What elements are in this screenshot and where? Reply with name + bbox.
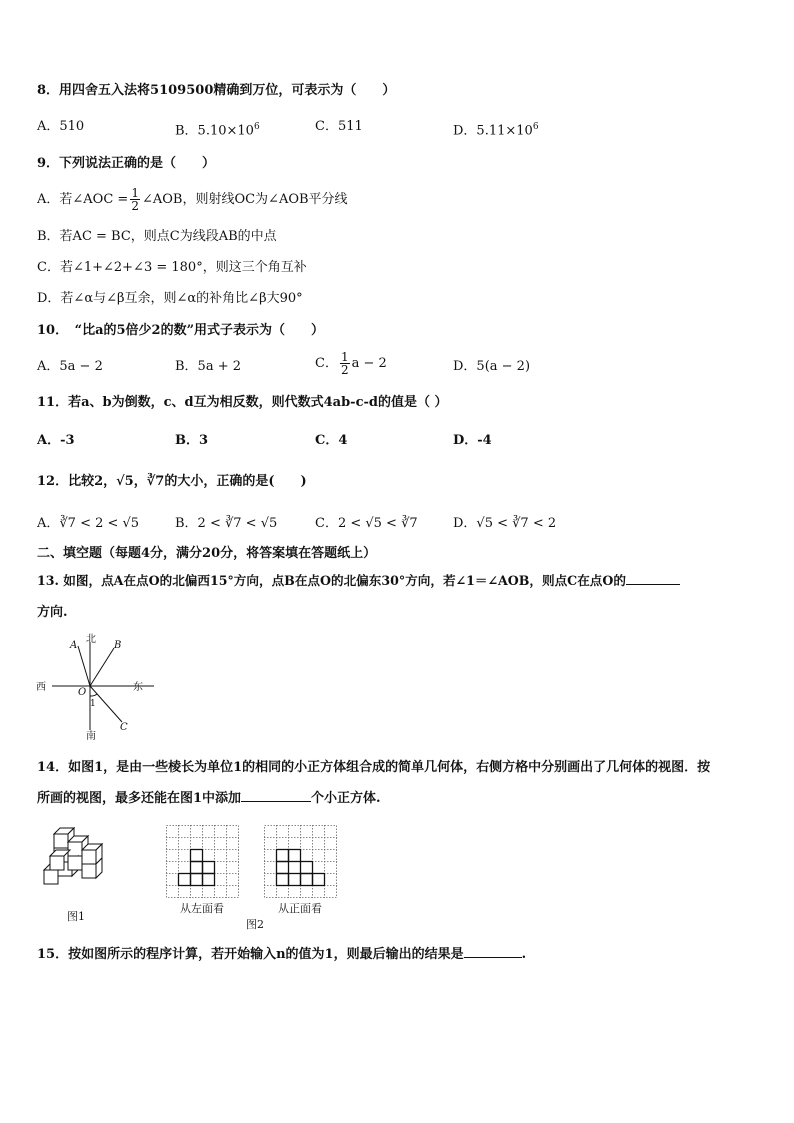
q14-answer-blank[interactable] <box>241 801 311 802</box>
q13-line1: 13. 如图，点A在点O的北偏西15°方向，点B在点O的北偏东30°方向，若∠1＝∠AOB，则点C在点O的 <box>37 572 680 590</box>
q11-option-c: C．4 <box>315 433 348 448</box>
q14-front-view-grid <box>264 825 337 898</box>
q15-answer-blank[interactable] <box>464 957 522 958</box>
label-c: C <box>120 722 128 733</box>
q11-stem: 11．若a、b为倒数，c、d互为相反数，则代数式4ab-c-d的值是（ ） <box>37 395 448 410</box>
q14-left-view-grid <box>166 825 239 898</box>
q12-option-c: C．2 < √5 < ∛7 <box>315 516 418 531</box>
label-south: 南 <box>86 731 96 742</box>
q14-line2: 所画的视图，最多还能在图1中添加 个小正方体. <box>37 791 381 806</box>
q9-stem: 9．下列说法正确的是（ ） <box>37 156 216 171</box>
q14-figure1-cubes <box>40 826 108 888</box>
angle-1-arc <box>90 694 97 696</box>
ray-oa <box>78 646 90 686</box>
q9-option-d: D．若∠α与∠β互余，则∠α的补角比∠β大90° <box>37 291 303 306</box>
label-west: 西 <box>36 682 46 693</box>
q11-option-a: A．-3 <box>37 433 75 448</box>
q10-option-a: A．5a − 2 <box>37 359 103 374</box>
q8-option-c: C．511 <box>315 119 363 134</box>
q14-line1: 14．如图1，是由一些棱长为单位1的相同的小正方体组合成的简单几何体，右侧方格中分别画出了几何体的视图．按 <box>37 760 711 775</box>
ray-ob <box>90 648 114 686</box>
q8-stem: 8．用四舍五入法将5109500精确到万位，可表示为（ ） <box>37 83 396 98</box>
q12-option-a: A．∛7 < 2 < √5 <box>37 516 140 531</box>
q10-option-b: B．5a + 2 <box>175 359 242 374</box>
q9-option-a: A．若∠AOC = $\frac{1}{2}$ ∠AOB，则射线OC为∠AOB平分线 <box>37 186 348 213</box>
q15-stem: 15．按如图所示的程序计算，若开始输入n的值为1，则最后输出的结果是 . <box>37 947 527 962</box>
q13-compass-figure <box>30 632 160 744</box>
q11-option-b: B．3 <box>175 433 209 448</box>
q14-front-view-caption: 从正面看 <box>278 902 322 915</box>
q14-figure2-caption: 图2 <box>246 918 264 931</box>
q14-figure1-caption: 图1 <box>67 910 85 923</box>
q8-option-a: A．510 <box>37 119 85 134</box>
label-a: A <box>70 640 78 651</box>
q12-option-b: B．2 < ∛7 < √5 <box>175 516 278 531</box>
label-north: 北 <box>86 634 96 645</box>
q13-line2: 方向. <box>37 605 68 620</box>
q14-left-view-caption: 从左面看 <box>180 902 224 915</box>
label-o: O <box>78 687 87 698</box>
q10-option-c: C． $\frac{1}{2}$ a − 2 <box>315 350 387 377</box>
q11-option-d: D．-4 <box>453 433 492 448</box>
label-east: 东 <box>133 682 143 693</box>
label-angle-1: 1 <box>90 699 96 709</box>
q13-answer-blank[interactable] <box>626 584 680 585</box>
q8-option-d: D．$5.11\times 10^6$ <box>453 122 539 139</box>
q12-stem: 12．比较2，√5，∛7的大小，正确的是( ) <box>37 474 307 489</box>
q10-stem: 10． “比a的5倍少2的数”用式子表示为（ ） <box>37 323 325 338</box>
q12-option-d: D．√5 < ∛7 < 2 <box>453 516 557 531</box>
q9-option-b: B．若AC = BC，则点C为线段AB的中点 <box>37 229 277 244</box>
section-2-heading: 二、填空题（每题4分，满分20分，将答案填在答题纸上） <box>37 546 377 561</box>
label-b: B <box>114 640 122 651</box>
q8-option-b: B．$5.10\times 10^6$ <box>175 122 260 139</box>
q10-option-d: D．5(a − 2) <box>453 359 531 374</box>
q9-option-c: C．若∠1+∠2+∠3 = 180°，则这三个角互补 <box>37 260 307 275</box>
